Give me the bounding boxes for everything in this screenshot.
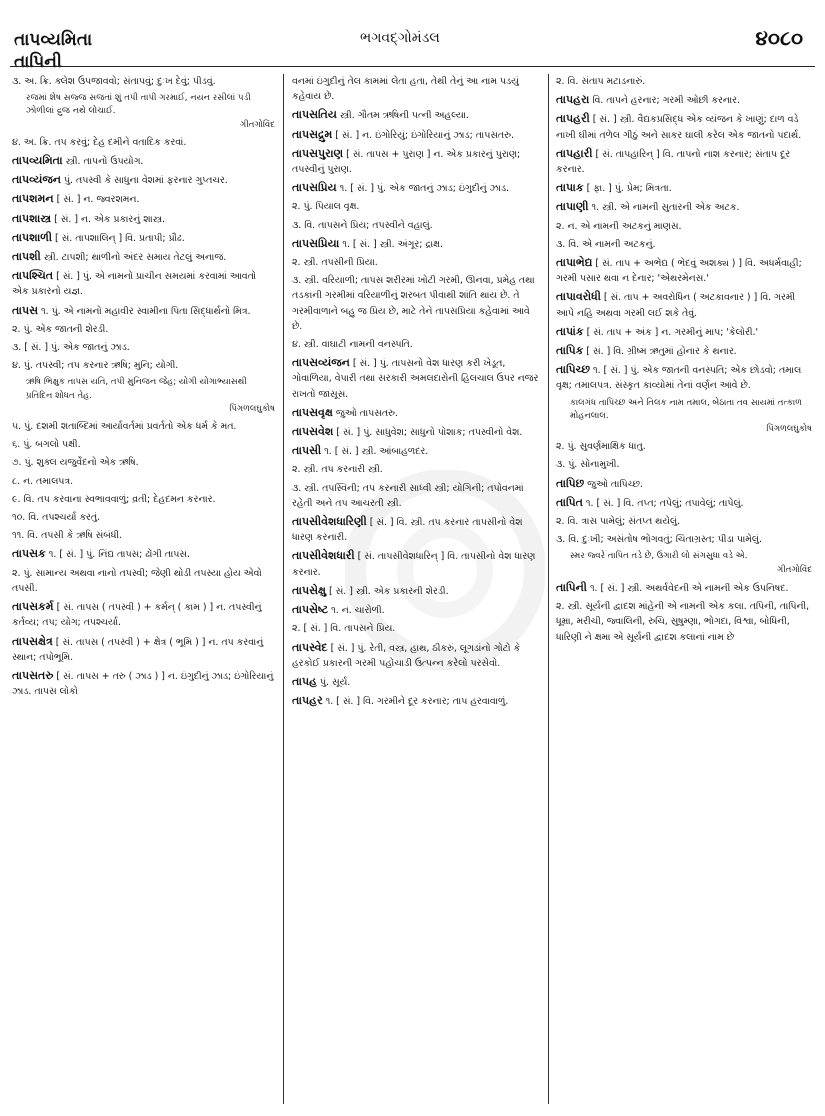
entry-definition: [ સં. તાપસ ( તપસ્વી ) + ક્ષેત્ર ( ભૂમિ ) ] ન. તપ કરવાનું સ્થાન; તપોભૂમિ. (12, 636, 264, 663)
dictionary-entry (292, 273, 540, 334)
dictionary-entry (12, 419, 275, 434)
dictionary-entry (292, 127, 540, 143)
quotation-source: ગીતગોવિંદ (240, 119, 275, 130)
entry-definition: ૪. સ્ત્રી. વાઘાટી નામની વનસ્પતિ. (292, 339, 413, 351)
dictionary-entry (12, 303, 275, 319)
dictionary-entry (556, 457, 812, 472)
entry-definition: [ સં. ] વિ. સ્ત્રી. તપ કરનાર તાપસીનો વેશ ધારણ કરનારી. (292, 517, 523, 544)
entry-headword: તાપસીવેશધારી (292, 549, 355, 563)
entry-definition: જુઓ તાપસતરુ. (335, 407, 398, 419)
dictionary-entry (292, 481, 540, 511)
entry-definition: ૬. પું. બગલો પક્ષી. (12, 439, 81, 451)
entry-headword: તાપશ્ચિત (12, 269, 54, 283)
entry-definition: ૧. પું. એ નામનો મહાવીર સ્વામીના પિતા સિદ્ધાર્થનો મિત્ર. (41, 305, 251, 317)
entry-headword: તાપશાસ્ત્ર (12, 211, 52, 225)
dictionary-entry (292, 180, 540, 196)
dictionary-entry (556, 343, 812, 359)
dictionary-entry (12, 437, 275, 452)
entry-definition: ૧. [ સં. ] પું. એક જાતનું ઝાડ; ઇંગુદીનું ઝાડ. (339, 183, 509, 195)
dictionary-entry (556, 146, 812, 177)
dictionary-entry (12, 510, 275, 525)
entry-definition: ૫. પું. દશમી શતાબ્દિમાં આર્યાવર્તમાં પ્રવર્તતો એક ધર્મ કે મત. (12, 421, 237, 433)
entry-headword: તાપસેક્ષુ (292, 583, 327, 597)
dictionary-entry (292, 74, 540, 104)
quotation-source: પિંગળલઘુકોષ (766, 424, 812, 435)
dictionary-entry (12, 566, 275, 596)
entry-definition: [ સં. તાપસ ( તપસ્વી ) + કર્મન્ ( કામ ) ] ન. તપસ્વીનું કર્તવ્ય; તપ; યોગ; તપશ્ચર્યા. (12, 602, 262, 629)
entry-definition: [ સં. તાપસ + પુરાણ ] ન. એક પ્રકારનું પુરાણ; તપસ્વીનું પુરાણ. (292, 148, 521, 176)
entry-definition: [ ફા. ] પું. પ્રેમ; મિત્રતા. (586, 183, 672, 195)
dictionary-entry (12, 455, 275, 470)
entry-definition: [ સં. ] સ્ત્રી. એક પ્રકારની શેરડી. (329, 585, 449, 597)
entry-definition: [ સં. ] પું. એ નામનો પ્રાચીન સમયમાં કરવામાં આવતો એક પ્રકારનો યજ્ઞ. (12, 271, 257, 298)
dictionary-entry (292, 236, 540, 252)
entry-definition: ૧૦. વિ. તપશ્ચર્યા કરતું. (12, 512, 101, 524)
dictionary-entry (12, 546, 275, 562)
entry-headword: તાપસ્વેદ (292, 640, 328, 654)
entry-headword: તાપાંક (556, 324, 584, 338)
entry-headword: તાપસપ્રિયા (292, 236, 340, 250)
dictionary-entry (12, 249, 275, 265)
dictionary-entry (292, 602, 540, 618)
entry-definition: ૨. વિ. સંતાપ મટાડનારું. (556, 76, 646, 87)
entry-headword: તાપસક્ષેત્ર (12, 634, 53, 648)
entry-headword: તાપિછ (556, 476, 585, 490)
quotation (556, 550, 812, 576)
dictionary-entry (292, 674, 540, 690)
dictionary-entry (556, 92, 812, 108)
entry-definition: ૩. વિ. દુઃખી; અસંતોષ ભોગવતું; ચિંતાગ્રસ્ત; પીડા પામેલું. (556, 534, 762, 546)
entry-headword: તાપસપુરાણ (292, 146, 344, 160)
dictionary-entry (556, 180, 812, 196)
dictionary-entry (12, 268, 275, 299)
dictionary-entry (12, 172, 275, 188)
dictionary-entry (292, 146, 540, 177)
dictionary-entry (556, 495, 812, 511)
entry-headword: તાપહરી (556, 112, 590, 126)
entry-definition: સ્ત્રી. ગૌતમ ઋષિની પત્ની અહલ્યા. (339, 110, 469, 122)
dictionary-entry (556, 580, 812, 596)
dictionary-entry (292, 462, 540, 477)
page-header (0, 10, 825, 80)
entry-definition: ૩. વિ. તાપસને પ્રિય; તપસ્વીને વહાલું. (292, 219, 433, 231)
dictionary-entry (12, 528, 275, 543)
entry-definition: ૨. વિ. ત્રાસ પામેલું; સંતપ્ત થયેલું. (556, 516, 681, 528)
entry-definition: સ્ત્રી. તાપનો ઉપયોગ. (65, 156, 144, 168)
dictionary-entry (556, 599, 812, 645)
entry-headword: તાપહારી (556, 146, 593, 160)
dictionary-entry (12, 191, 275, 207)
dictionary-entry (556, 74, 812, 89)
entry-definition: વિ. તાપને હરનાર; ગરમી ઓછી કરનાર. (592, 95, 740, 107)
last-headword: તાપિની (14, 52, 62, 72)
entry-definition: ૧. સ્ત્રી. એ નામની સુતારની એક અટક. (591, 202, 740, 214)
entry-definition: [ સં. ] ન. જ્વરશમન. (56, 194, 140, 206)
entry-definition: ૮. ન. તમાલપત્ર. (12, 475, 74, 487)
entry-definition: ૨. પું. પિયાલ વૃક્ષ. (292, 201, 360, 213)
column-divider (548, 74, 549, 1104)
dictionary-entry (556, 199, 812, 215)
entry-definition: પું. સૂર્ય. (319, 676, 351, 688)
entry-definition: [ સં. ] ન. ઇંગોરિયું; ઇંગોરિયાનું ઝાડ; તાપસતરુ. (335, 129, 514, 141)
dictionary-entry (12, 474, 275, 489)
entry-headword: તાપિચ્છ (556, 363, 591, 377)
entry-headword: તાપસવેશ (292, 425, 334, 439)
entry-headword: તાપવ્યમિતા (12, 154, 63, 168)
dictionary-entry (556, 324, 812, 340)
dictionary-entry (12, 230, 275, 246)
entry-definition: [ સં. તાપસ + તરુ ( ઝાડ ) ] ન. ઇંગુદીનું ઝાડ; ઇંગોરિયાનું ઝાડ. તાપસ લોકો (12, 670, 274, 698)
page-number: ૪૦૮૦ (755, 26, 803, 50)
entry-headword: તાપિત (556, 495, 583, 509)
entry-definition: ૧. [ સં. ] સ્ત્રી. અંગૂર; દ્રાક્ષ. (342, 238, 443, 250)
entry-definition: ૨. પું. સામાન્ય અથવા નાનો તપસ્વી; જેણી થોડી તપસ્યા હોય એવો તપસી. (12, 567, 262, 594)
entry-definition: ૧. [ સં. ] વિ. ગરમીને દૂર કરનાર; તાપ હરવાવાળું. (325, 696, 509, 708)
entry-definition: ૪. અ. ક્રિ. તપ કરવું; દેહ દમીને વતાદિક કરવાં. (12, 136, 187, 148)
entry-definition: [ સં. ] પું. સાધુવેશ; સાધુનો પોશાક; તપસ્વીનો વેશ. (336, 427, 523, 439)
entry-definition: ૩. અ. ક્રિ. ક્લેશ ઉપજાવવો; સંતાપવું; દુઃખ દેવું; પીડવું. (12, 76, 216, 87)
dictionary-entry (556, 255, 812, 286)
dictionary-entry (556, 439, 812, 454)
column-divider (283, 74, 284, 1104)
dictionary-entry (292, 218, 540, 233)
dictionary-entry (556, 362, 812, 393)
quotation (12, 92, 275, 132)
dictionary-entry (556, 289, 812, 320)
entry-headword: તાપસક (12, 547, 46, 561)
entry-headword: તાપહરા (556, 93, 590, 107)
entry-headword: તાપસકર્મ (12, 600, 54, 614)
entry-definition: ૧. [ સં. ] સ્ત્રી. આંબાહળદર. (324, 446, 429, 458)
dictionary-entry (292, 337, 540, 352)
entry-definition: [ સં. તાપ + અભેદ્ય ( ભેદવું અશક્ય ) ] વિ. અધર્મવાહી; ગરમી પસાર થવા ન દેનાર; 'એથરમેનસ.' (556, 258, 802, 285)
entry-headword: તાપસવ્યંજન (292, 356, 350, 370)
entry-headword: તાપવ્યંજન (12, 173, 61, 187)
entry-headword: તાપસ (12, 303, 39, 317)
entry-headword: તાપહર (292, 694, 323, 708)
entry-headword: તાપશાળી (12, 230, 53, 244)
entry-definition: જુઓ તાપિચ્છ. (587, 478, 643, 490)
entry-definition: [ સં. ] પું. રેતી, વસ્ત્ર, હાથ, ઠીકરું, લૂગડાંનો ગોટો કે હરકોઈ પ્રકારની ગરમી પહોંચાડી ઉત્પન્ન કરેલો પરસેવો. (292, 642, 521, 669)
entry-definition: ૧. [ સં. ] સ્ત્રી. અથર્વવેદની એ નામની એક ઉપનિષદ. (589, 582, 789, 594)
entry-definition: ૩. સ્ત્રી. તપસ્વિની; તપ કરનારી સાધ્વી સ્ત્રી; યોગિની; તપોવનમાં રહેતી અને તપ આચરતી સ્ત્રી. (292, 482, 524, 509)
dictionary-entry (556, 514, 812, 529)
dictionary-entry (556, 476, 812, 492)
entry-definition: [ સં. ] વિ. ગ્રીષ્મ ઋતુમાં હોનાર કે થનાર. (586, 346, 737, 358)
dictionary-entry (292, 583, 540, 599)
entry-headword: તાપશી (12, 250, 41, 264)
entry-definition: ૧. [ સં. ] પું. એક જાતની વનસ્પતિ; એક છોડવો; તમાલ વૃક્ષ; તમાલપત્ર. સંસ્કૃત કાવ્યોમાં તેનાં વર્ણન આવે છે. (556, 365, 802, 392)
dictionary-entry (292, 199, 540, 214)
quotation-source: ગીતગોવિંદ (777, 564, 812, 575)
dictionary-entry (292, 355, 540, 402)
dictionary-entry (292, 443, 540, 459)
quotation-text: રજમાં શેષ સજ્જ સજતાં શું તપી તાપી ગરમાઈ, નયન રસીલાં પડી ઝોળીલાં દ્રુજ નથે લોચાઈ. (26, 93, 251, 117)
entry-headword: તાપિક (556, 344, 584, 358)
entry-definition: [ સં. ] પું. તાપસનો વેશ ધારણ કરી ખેડૂત, ગોવાળિયા, વેપારી તથા સરકારી અમલદારોની હિલચાલ ઉપર નજર રાખતો જાસૂસ. (292, 358, 539, 400)
entry-definition: ૧. ન. ચારોળી. (331, 605, 385, 617)
quotation (12, 376, 275, 416)
dictionary-entry (556, 111, 812, 142)
dictionary-entry (292, 640, 540, 671)
entry-definition: [ સં. ] સ્ત્રી. વૈદ્યકપ્રસિદ્ધ એક વ્યંજન કે ખાણું; દાળ વડે નાખી ઘીમાં તળેલ ગીઠું અને સાકર ઘાલી કરેલ એક જાતનો પદાર્થ. (556, 114, 802, 141)
column-1 (12, 74, 275, 1108)
entry-headword: તાપસતરુ (12, 668, 54, 682)
column-2 (292, 74, 540, 1108)
dictionary-entry (556, 237, 812, 252)
entry-headword: તાપસેષ્ટ (292, 603, 329, 617)
quotation-source: પિંગળલઘુકોષ (229, 403, 275, 414)
entry-definition: [ સં. તાપશાલિન્ ] વિ. પ્રતાપી; પ્રૌઢ. (55, 232, 185, 244)
dictionary-entry (12, 211, 275, 227)
dictionary-entry (12, 135, 275, 150)
quotation-text: સ્મર જ્વરે તાપિત તડે છે, ઉગારી લો સંગસુધા વડે એ. (570, 551, 748, 562)
entry-headword: તાપાભેદ્ય (556, 256, 593, 270)
dictionary-entry (292, 514, 540, 545)
entry-definition: ૩. [ સં. ] પું. એક જાતનું ઝાડ. (12, 342, 130, 354)
dictionary-entry (556, 219, 812, 234)
dictionary-entry (12, 74, 275, 89)
dictionary-entry (292, 548, 540, 579)
entry-headword: તાપાક (556, 181, 584, 195)
entry-headword: તાપસી (292, 444, 322, 458)
entry-headword: તાપસપ્રિય (292, 181, 337, 195)
entry-definition: ૧. [ સં. ] વિ. તપ્ત; તપેલું; તપાવેલું; તાપેલું. (585, 497, 744, 509)
entry-definition: ૨. સ્ત્રી. તપ કરનારી સ્ત્રી. (292, 464, 383, 476)
dictionary-entry (292, 693, 540, 709)
entry-headword: તાપાણી (556, 200, 589, 214)
entry-definition: ૨. [ સં. ] વિ. તાપસને પ્રિય. (292, 623, 396, 635)
entry-headword: તાપસીવેશધારિણી (292, 515, 367, 529)
entry-definition: [ સં. તાપહારિન્ ] વિ. તાપનો નાશ કરનાર; સંતાપ દૂર કરનાર. (556, 148, 791, 176)
dictionary-entry (12, 358, 275, 373)
dictionary-entry (292, 621, 540, 636)
dictionary-entry (12, 153, 275, 169)
entry-headword: તાપસદ્રુમ (292, 127, 333, 141)
entry-definition: ૩. પું. સોનામુખી. (556, 459, 620, 471)
dictionary-entry (12, 340, 275, 355)
entry-headword: તાપશમન (12, 192, 54, 206)
dictionary-entry (292, 405, 540, 421)
entry-definition: ૪. પું. તપસ્વી; તપ કરનાર ઋષિ; મુનિ; યોગી. (12, 360, 179, 372)
column-3 (556, 74, 812, 1108)
entry-definition: ૨. સ્ત્રી. સૂર્યની દ્વાદશ માંહેની એ નામની એક કલા. તપિની, તાપિની, ધૂમ્રા, મરીચી, જ્વાલિની, રુચિ, સુષુમ્ણા, ભોગદા, વિશ્વા, બોધિની, ધારિણી ને ક્ષમા એ સૂર્યની દ્વાદશ કલાનાં નામ છે (556, 601, 810, 643)
dictionary-entry (556, 532, 812, 547)
entry-definition: ૩. સ્ત્રી. વરિયાળી; તાપસ શરીરમાં ખોટી ગરમી, ઊનવા, પ્રમેહ તથા તડકાની ગરમીમાં વરિયાળીનું શરબત પીવાથી શાંતિ થાય છે. તે ગરમીવાળાને બહુ જ પ્રિય છે, માટે તેને તાપસપ્રિયા કહેવામાં આવે છે. (292, 275, 535, 332)
entry-definition: [ સં. તાપ + અંક ] ન. ગરમીનું માપ; 'કેલોરી.' (586, 326, 759, 338)
entry-definition: ૨. પું. એક જાતની શેરડી. (12, 323, 109, 335)
dictionary-entry (12, 599, 275, 630)
entry-definition: [ સં. તાપ + અવરોધિન ( અટકાવનાર ) ] વિ. ગરમી આપે નહિ અથવા ગરમી લઈ શકે તેવું. (556, 292, 796, 319)
entry-definition: વનમાં ઇંગુદીનું તેલ કામમાં લેતા હતા, તેથી તેનું આ નામ પડયું કહેવાય છે. (292, 76, 519, 103)
entry-definition: ૧૧. વિ. તપસી કે ઋષિ સંબંધી. (12, 530, 123, 542)
entry-definition: ૨. પું. સુવર્ણમાક્ષિક ધાતુ. (556, 441, 646, 453)
entry-headword: તાપાવરોધી (556, 290, 601, 304)
entry-definition: ૭. પું. શુક્લ યજુર્વેદનો એક ઋષિ. (12, 457, 139, 469)
header-rule (10, 66, 815, 67)
dictionary-entry (12, 634, 275, 665)
entry-definition: ૩. વિ. એ નામની અટકનું. (556, 238, 656, 250)
dictionary-entry (12, 492, 275, 507)
entry-definition: ૨. સ્ત્રી. તપસીની પ્રિયા. (292, 257, 378, 269)
entry-definition: ૨. ન. એ નામની અટકનું માણસ. (556, 220, 682, 232)
dictionary-entry (12, 668, 275, 699)
entry-headword: તાપહ (292, 674, 317, 688)
quotation-text: કાલગંધ તાપિચ્છ અને તિલક નામ તમાલ, બેઠાતા તવ સાયમાં તત્કાળ મોહનલાલ. (570, 397, 802, 421)
quotation (556, 397, 812, 437)
entry-headword: તાપસતિય (292, 108, 337, 122)
dictionary-entry (12, 322, 275, 337)
quotation-text: ઋષિ ભિક્ષુક તાપસ યતિ, તપી મુનિજન જેહ; યોગી યોગાભ્યાસથી પ્રતિદિન શોધત તેહ. (26, 377, 247, 401)
dictionary-entry (292, 424, 540, 440)
book-title: ભગવદ્ગોમંડલ (360, 30, 440, 46)
entry-headword: તાપિની (556, 580, 587, 594)
dictionary-entry (292, 107, 540, 123)
entry-definition: [ સં. તાપસીવેશધારિન્ ] વિ. તાપસીનો વેશ ધારણ કરનાર. (292, 551, 536, 578)
entry-definition: ૧. [ સં. ] પું. નિંદ્ય તાપસ; ઢોંગી તાપસ. (48, 549, 190, 561)
entry-headword: તાપસવૃક્ષ (292, 405, 333, 419)
entry-definition: પું. તપસ્વી કે સાધુના વેશમાં ફરનાર ગુપ્તચર. (63, 175, 228, 187)
entry-definition: ૯. વિ. તપ કરવાના સ્વભાવવાળું; વ્રતી; દેહદમન કરનાર. (12, 493, 216, 505)
entry-definition: સ્ત્રી. ટાપશી; થાળીનો અંદર સમાય તેટલું અનાજ. (43, 252, 227, 264)
dictionary-entry (292, 255, 540, 270)
first-headword: તાપવ્યમિતા (14, 30, 93, 50)
entry-definition: [ સં. ] ન. એક પ્રકારનું શાસ્ત્ર. (54, 213, 165, 225)
